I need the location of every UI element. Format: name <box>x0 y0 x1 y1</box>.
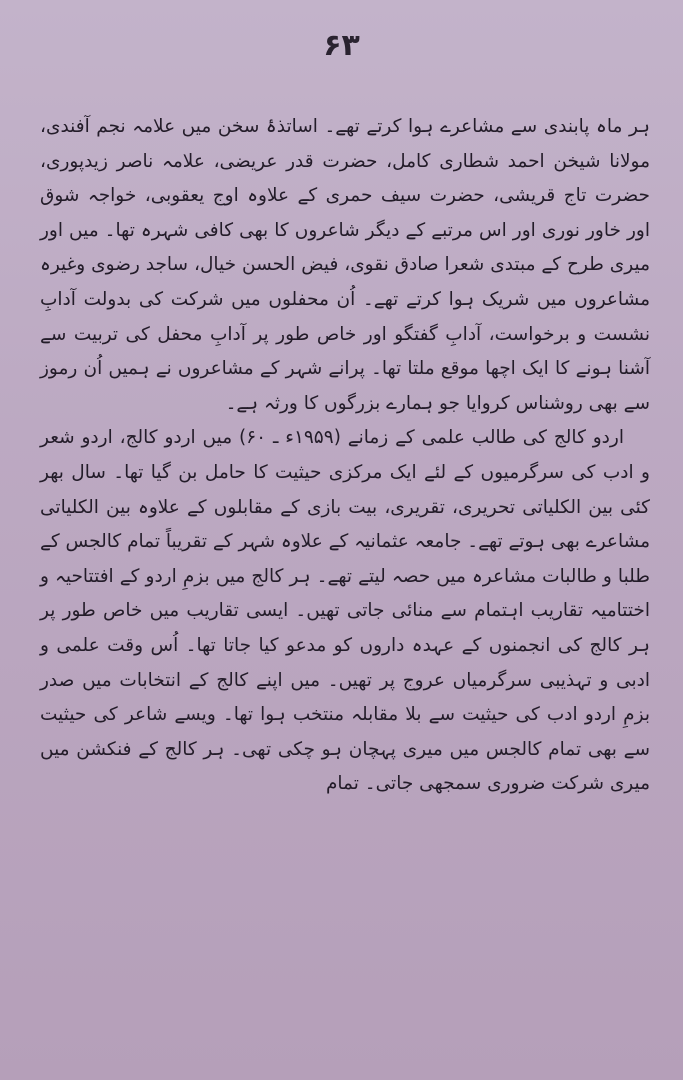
paragraph-2: اردو کالج کی طالب علمی کے زمانے (۱۹۵۹ء ـ ۶۰) میں اردو کالج، اردو شعر و ادب کی سرگرمیوں کے لئے ایک مرکزی حیثیت کا حامل بن گیا تھا۔ سال بھر کئی بین الکلیاتی تحریری، تقریری، بیت بازی کے مقابلوں کے علاوہ بین الکلیاتی مشاعرے بھی ہوتے تھے۔ جامعہ عثمانیہ کے علاوہ شہر کے تقریباً تمام کالجس کے طلبا و طالبات مشاعرہ میں حصہ لیتے تھے۔ ہر کالج میں بزمِ اردو کے افتتاحیہ و اختتامیہ تقاریب اہتمام سے منائی جاتی تھیں۔ ایسی تقاریب میں خاص طور پر ہر کالج کی انجمنوں کے عہدہ داروں کو مدعو کیا جاتا تھا۔ اُس وقت علمی و ادبی و تہذیبی سرگرمیاں عروج پر تھیں۔ میں اپنے کالج کے انتخابات میں صدر بزمِ اردو ادب کی حیثیت سے بلا مقابلہ منتخب ہوا تھا۔ ویسے شاعر کی حیثیت سے بھی تمام کالجس میں میری پہچان ہو چکی تھی۔ ہر کالج کے فنکشن میں میری شرکت ضروری سمجھی جاتی۔ تمام <box>40 427 650 795</box>
paragraph-1: ہر ماہ پابندی سے مشاعرے ہوا کرتے تھے۔ اساتذۂ سخن میں علامہ نجم آفندی، مولانا شیخن احمد شطاری کامل، حضرت قدر عریضی، علامہ ناصر زیدپوری، حضرت تاج قریشی، حضرت سیف حمری کے علاوہ اوج یعقوبی، خواجہ شوق اور خاور نوری اور اس مرتبے کے دیگر شاعروں کا بھی کافی شہرہ تھا۔ میں اور میری طرح کے مبتدی شعرا صادق نقوی، فیض الحسن خیال، ساجد رضوی وغیرہ مشاعروں میں شریک ہوا کرتے تھے۔ اُن محفلوں میں شرکت کی بدولت آدابِ نشست و برخواست، آدابِ گفتگو اور خاص طور پر آدابِ محفل کی تربیت سے آشنا ہونے کا ایک اچھا موقع ملتا تھا۔ پرانے شہر کے مشاعروں نے ہمیں اُن رموز سے بھی روشناس کروایا جو ہمارے بزرگوں کا ورثہ ہے۔ <box>40 116 650 414</box>
page-number: ۶۳ <box>323 28 360 63</box>
page-body <box>40 110 650 802</box>
